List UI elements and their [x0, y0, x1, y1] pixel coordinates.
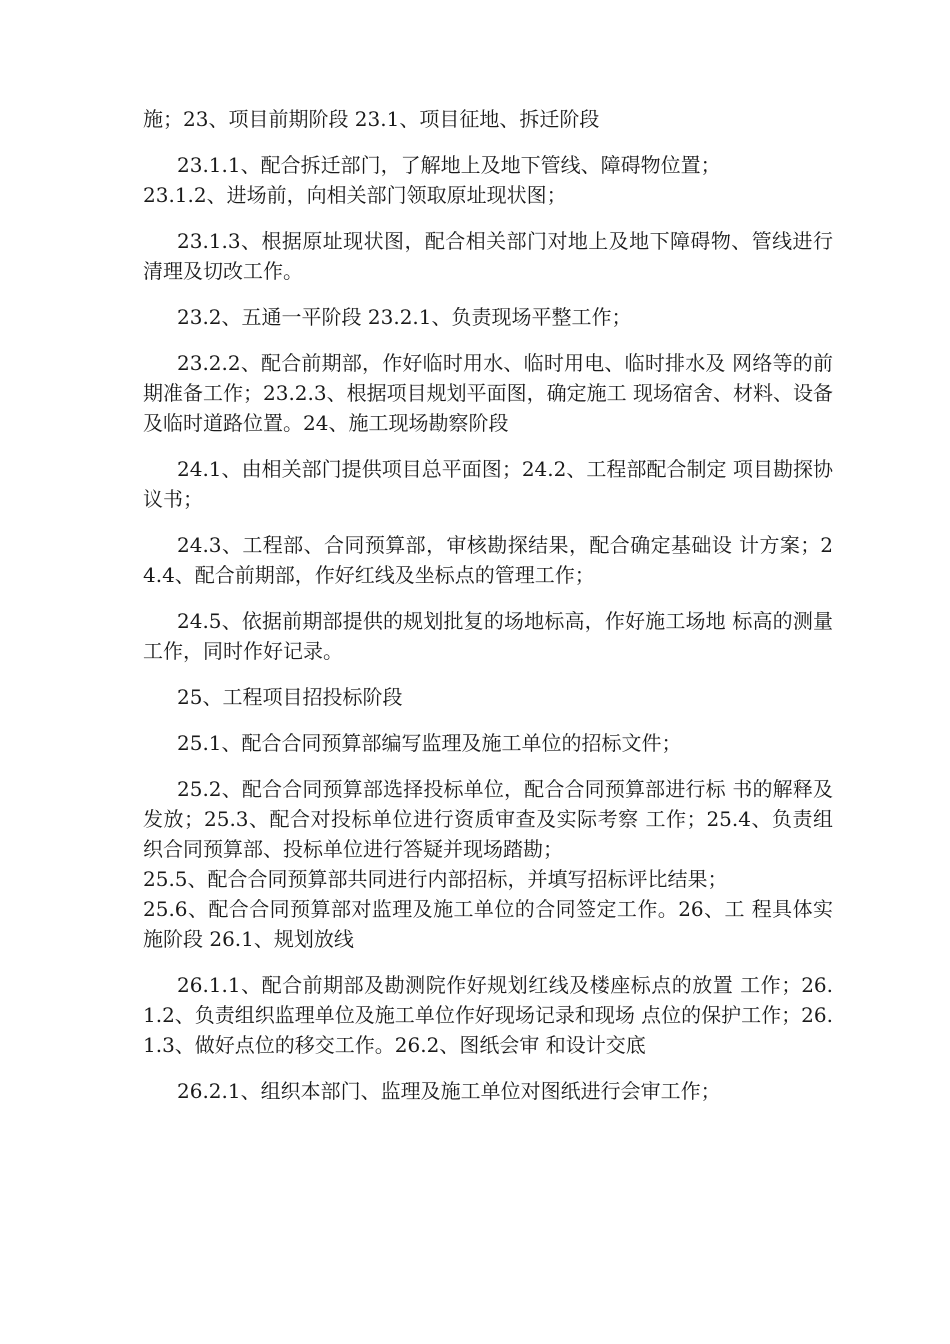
paragraph: 26.1.1、配合前期部及勘测院作好规划红线及楼座标点的放置 工作；26.1.2、负责组织监理单位及施工单位作好现场记录和现场 点位的保护工作；26.1.3、做好点位的移交工作。26.2、图纸会审 和设计交底 [143, 973, 833, 1057]
paragraph: 23.2.2、配合前期部，作好临时用水、临时用电、临时排水及 网络等的前期准备工作；23.2.3、根据项目规划平面图，确定施工 现场宿舍、材料、设备及临时道路位置。24、施工现场勘察阶段 [143, 351, 833, 435]
paragraph: 24.1、由相关部门提供项目总平面图；24.2、工程部配合制定 项目勘探协议书； [143, 457, 833, 511]
paragraph: 26.2.1、组织本部门、监理及施工单位对图纸进行会审工作； [177, 1079, 721, 1103]
paragraph: 23.1.2、进场前，向相关部门领取原址现状图； [143, 183, 567, 207]
section-heading: 25、工程项目招投标阶段 [177, 685, 403, 709]
paragraph: 24.5、依据前期部提供的规划批复的场地标高，作好施工场地 标高的测量工作，同时作好记录。 [143, 609, 833, 663]
paragraph: 23.1.3、根据原址现状图，配合相关部门对地上及地下障碍物、管线进行清理及切改工作。 [143, 229, 833, 283]
paragraph: 23.2、五通一平阶段 23.2.1、负责现场平整工作； [177, 305, 632, 329]
paragraph: 23.1.1、配合拆迁部门，了解地上及地下管线、障碍物位置； [177, 153, 721, 177]
paragraph: 施；23、项目前期阶段 23.1、项目征地、拆迁阶段 [143, 107, 600, 131]
paragraph: 25.5、配合合同预算部共同进行内部招标，并填写招标评比结果； [143, 867, 728, 891]
document-body [143, 104, 833, 1122]
paragraph: 25.2、配合合同预算部选择投标单位，配合合同预算部进行标 书的解释及发放；25.3、配合对投标单位进行资质审查及实际考察 工作；25.4、负责组织合同预算部、投标单位进行答疑并现场踏勘； [143, 777, 833, 861]
paragraph: 25.6、配合合同预算部对监理及施工单位的合同签定工作。26、工 程具体实施阶段 26.1、规划放线 [143, 897, 833, 951]
paragraph: 25.1、配合合同预算部编写监理及施工单位的招标文件； [177, 731, 682, 755]
paragraph: 24.3、工程部、合同预算部，审核勘探结果，配合确定基础设 计方案；24.4、配合前期部，作好红线及坐标点的管理工作； [143, 533, 833, 587]
